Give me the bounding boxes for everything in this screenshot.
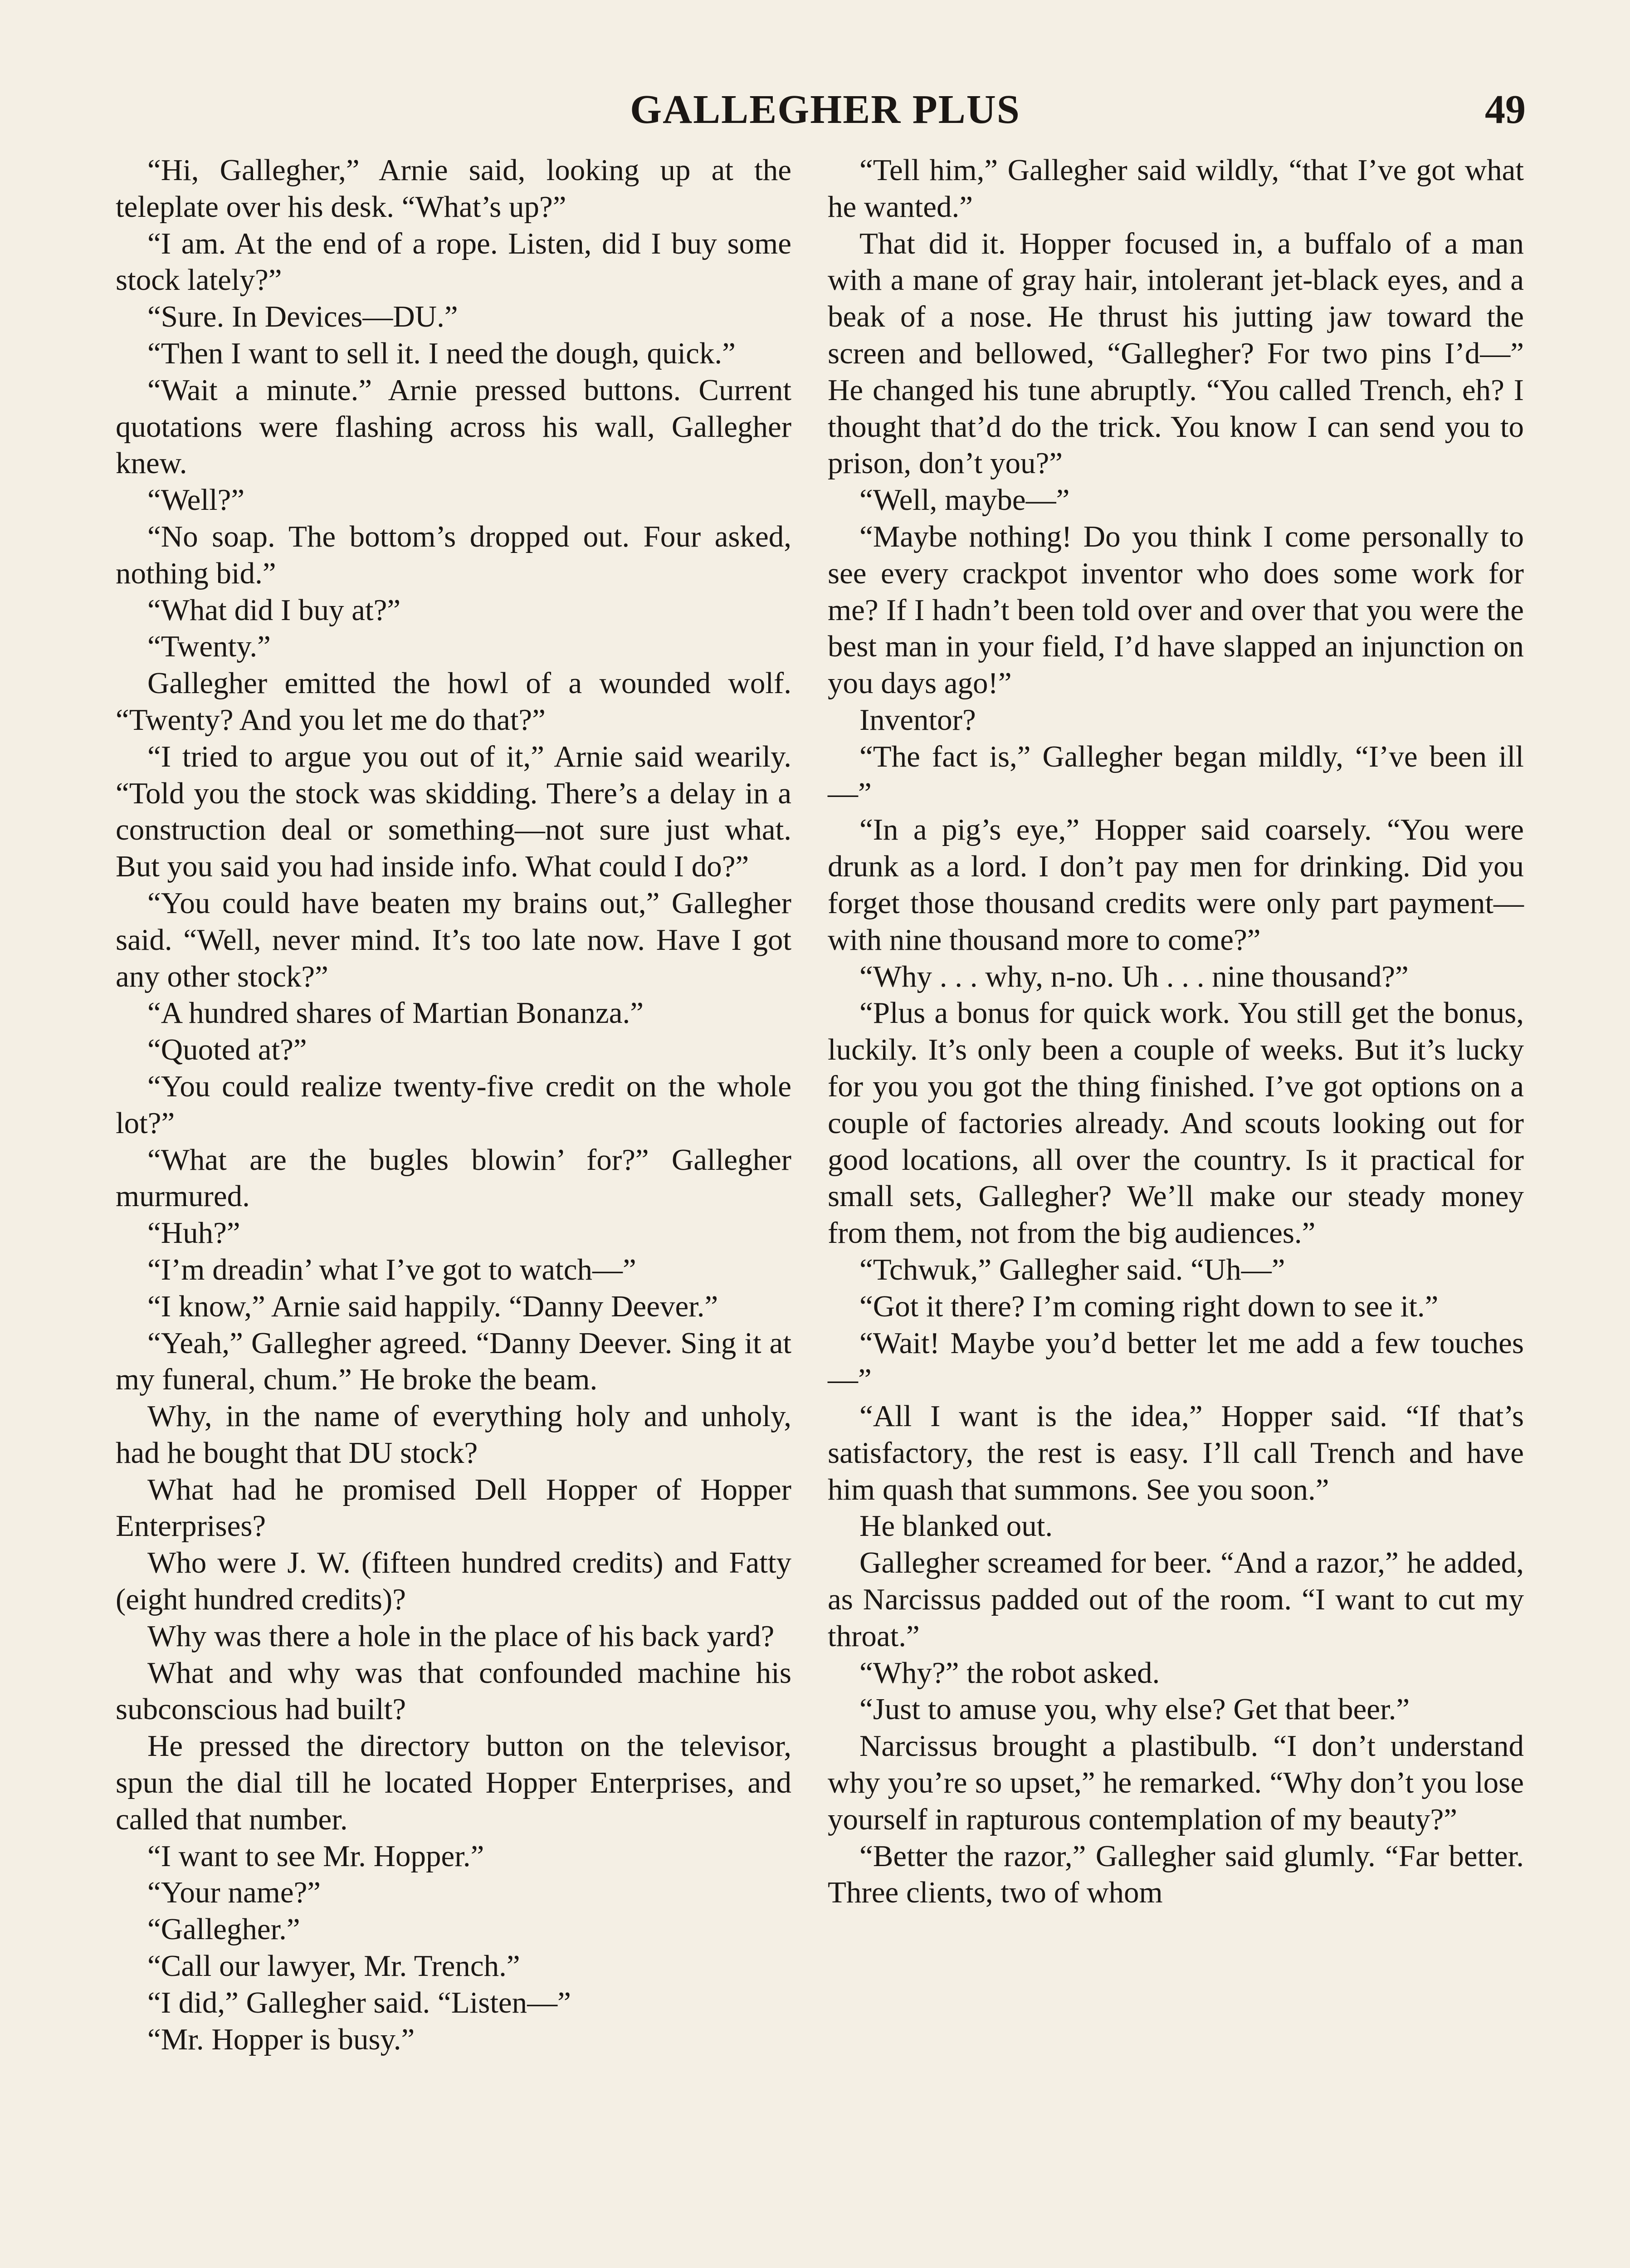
paragraph: “Tchwuk,” Gallegher said. “Uh—” <box>859 1252 1285 1286</box>
paragraph: “Yeah,” Gallegher agreed. “Danny Deever. Sing it at my funeral, chum.” He broke the beam. <box>116 1326 791 1397</box>
paragraph: “Call our lawyer, Mr. Trench.” <box>147 1949 520 1983</box>
paragraph: “I did,” Gallegher said. “Listen—” <box>147 1985 571 2019</box>
paragraph: Inventor? <box>859 703 976 737</box>
page-number: 49 <box>1485 87 1526 132</box>
paragraph: “I’m dreadin’ what I’ve got to watch—” <box>147 1252 636 1286</box>
paragraph: “I tried to argue you out of it,” Arnie said wearily. “Told you the stock was skidding. There’s a delay in a construction deal or something—not sure just what. But you said you had inside info. What could I do?” <box>116 739 791 884</box>
paragraph: Narcissus brought a plastibulb. “I don’t understand why you’re so upset,” he remarked. “Why don’t you lose yourself in rapturous contemplation of my beauty?” <box>828 1729 1524 1836</box>
paragraph: “Got it there? I’m coming right down to see it.” <box>859 1289 1439 1323</box>
paragraph: He pressed the directory button on the televisor, spun the dial till he located Hopper Enterprises, and called that number. <box>116 1729 791 1836</box>
paragraph: Why was there a hole in the place of his back yard? <box>147 1619 775 1653</box>
paragraph: “No soap. The bottom’s dropped out. Four asked, nothing bid.” <box>116 519 791 590</box>
paragraph: “All I want is the idea,” Hopper said. “If that’s satisfactory, the rest is easy. I’ll call Trench and have him quash that summons. See you soon.” <box>828 1399 1524 1506</box>
paragraph: “Why . . . why, n-no. Uh . . . nine thousand?” <box>859 959 1409 993</box>
paragraph: “Plus a bonus for quick work. You still get the bonus, luckily. It’s only been a couple of weeks. But it’s lucky for you you got the thing finished. I’ve got options on a couple of factories already. And scouts looking out for good locations, all over the country. Is it practical for small sets, Gallegher? We’ll make our steady money from them, not from the big audiences.” <box>828 996 1524 1250</box>
paragraph: Who were J. W. (fifteen hundred credits) and Fatty (eight hundred credits)? <box>116 1546 791 1617</box>
paragraph: “Maybe nothing! Do you think I come personally to see every crackpot inventor who does some work for me? If I hadn’t been told over and over that you were the best man in your field, I’d have slapped an injunction on you days ago!” <box>828 519 1524 700</box>
paragraph: He blanked out. <box>859 1509 1053 1543</box>
paragraph: “In a pig’s eye,” Hopper said coarsely. “You were drunk as a lord. I don’t pay men for drinking. Did you forget those thousand credits were only part payment—with nine thousand more to come?” <box>828 813 1524 957</box>
paragraph: Gallegher emitted the howl of a wounded wolf. “Twenty? And you let me do that?” <box>116 666 791 737</box>
paragraph: “Wait! Maybe you’d better let me add a few touches—” <box>828 1326 1524 1397</box>
paragraph: “Why?” the robot asked. <box>859 1656 1160 1690</box>
paragraph: “Tell him,” Gallegher said wildly, “that I’ve got what he wanted.” <box>828 153 1524 224</box>
paragraph: “Mr. Hopper is busy.” <box>147 2022 415 2056</box>
paragraph: “Well, maybe—” <box>859 483 1070 517</box>
right-text-column <box>828 152 1524 1911</box>
paragraph: “Then I want to sell it. I need the dough, quick.” <box>147 336 736 370</box>
paragraph: What had he promised Dell Hopper of Hopper Enterprises? <box>116 1472 791 1543</box>
paragraph: “What did I buy at?” <box>147 593 401 627</box>
paragraph: “Huh?” <box>147 1216 240 1250</box>
paragraph: “Just to amuse you, why else? Get that beer.” <box>859 1692 1410 1726</box>
paragraph: “You could realize twenty-five credit on the whole lot?” <box>116 1069 791 1140</box>
paragraph: “The fact is,” Gallegher began mildly, “I’ve been ill—” <box>828 739 1524 810</box>
left-text-column <box>116 152 791 2058</box>
running-title: GALLEGHER PLUS <box>630 87 1020 132</box>
paragraph: “A hundred shares of Martian Bonanza.” <box>147 996 644 1030</box>
paragraph: “Better the razor,” Gallegher said glumly. “Far better. Three clients, two of whom <box>828 1839 1524 1910</box>
paragraph: “What are the bugles blowin’ for?” Gallegher murmured. <box>116 1143 791 1213</box>
paragraph: “I know,” Arnie said happily. “Danny Deever.” <box>147 1289 718 1323</box>
paragraph: “Quoted at?” <box>147 1033 307 1067</box>
paragraph: “Hi, Gallegher,” Arnie said, looking up at the teleplate over his desk. “What’s up?” <box>116 153 791 224</box>
paragraph: “Twenty.” <box>147 630 271 664</box>
page-header <box>116 86 1535 145</box>
paragraph: “Sure. In Devices—DU.” <box>147 300 458 334</box>
paragraph: “I am. At the end of a rope. Listen, did I buy some stock lately?” <box>116 226 791 297</box>
paragraph: What and why was that confounded machine his subconscious had built? <box>116 1656 791 1726</box>
paragraph: “Wait a minute.” Arnie pressed buttons. Current quotations were flashing across his wall, Gallegher knew. <box>116 373 791 480</box>
paragraph: Gallegher screamed for beer. “And a razor,” he added, as Narcissus padded out of the room. “I want to cut my throat.” <box>828 1546 1524 1653</box>
paragraph: “Well?” <box>147 483 245 517</box>
paragraph: Why, in the name of everything holy and unholy, had he bought that DU stock? <box>116 1399 791 1470</box>
paragraph: “You could have beaten my brains out,” Gallegher said. “Well, never mind. It’s too late now. Have I got any other stock?” <box>116 886 791 993</box>
paragraph: That did it. Hopper focused in, a buffalo of a man with a mane of gray hair, intolerant jet-black eyes, and a beak of a nose. He thrust his jutting jaw toward the screen and bellowed, “Gallegher? For two pins I’d—” He changed his tune abruptly. “You called Trench, eh? I thought that’d do the trick. You know I can send you to prison, don’t you?” <box>828 226 1524 480</box>
paragraph: “Gallegher.” <box>147 1912 300 1946</box>
paragraph: “Your name?” <box>147 1876 321 1910</box>
paragraph: “I want to see Mr. Hopper.” <box>147 1839 484 1873</box>
